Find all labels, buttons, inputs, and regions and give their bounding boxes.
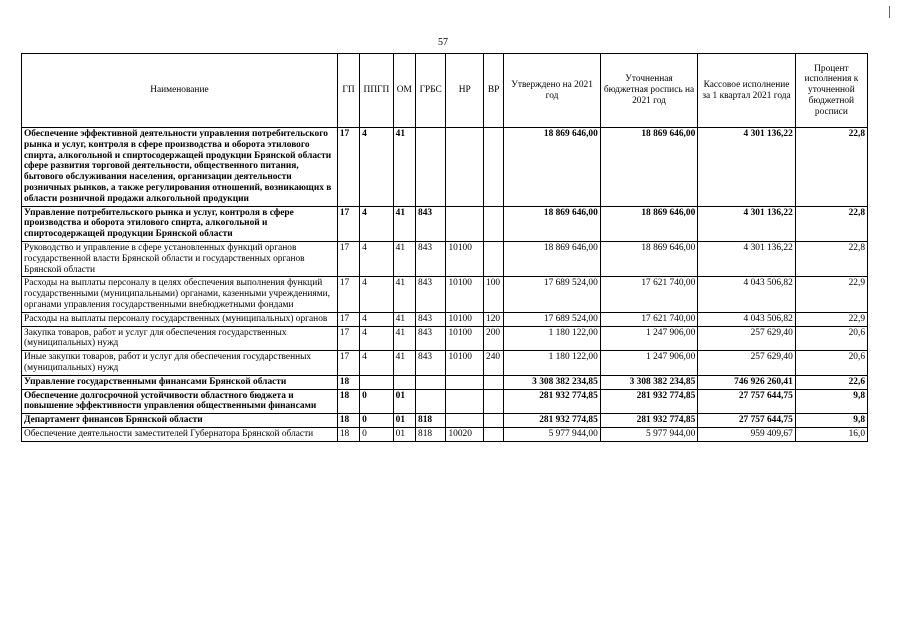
cell-np: 10100 [446,326,484,351]
cell-np: 10100 [446,241,484,276]
table-row [22,326,868,351]
cell-grbs: 818 [416,427,446,441]
cell-om [393,375,415,389]
cell-grbs: 843 [416,351,446,376]
cell-name: Иные закупки товаров, работ и услуг для обеспечения государственных (муниципальных) нужд [22,351,338,376]
cell-om: 41 [393,351,415,376]
cell-percent: 20,6 [795,326,867,351]
cell-grbs: 843 [416,312,446,326]
cell-grbs [416,389,446,414]
cell-cash: 257 629,40 [698,351,795,376]
cell-gp: 18 [337,414,359,428]
cell-om: 01 [393,427,415,441]
cell-percent: 9,8 [795,414,867,428]
cell-name: Департамент финансов Брянской области [22,414,338,428]
cell-grbs [416,375,446,389]
cell-refined: 3 308 382 234,85 [600,375,697,389]
cell-cash: 4 043 506,82 [698,312,795,326]
cell-vr [484,427,504,441]
cell-vr [484,389,504,414]
cell-vr: 240 [484,351,504,376]
table-row [22,206,868,241]
cell-percent: 22,8 [795,241,867,276]
header-gp: ГП [337,54,359,128]
cell-approved: 18 869 646,00 [504,241,600,276]
cell-grbs: 843 [416,326,446,351]
header-np: НР [446,54,484,128]
table-row [22,351,868,376]
cell-gp: 17 [337,128,359,207]
cell-approved: 5 977 944,00 [504,427,600,441]
cell-vr: 120 [484,312,504,326]
cell-name: Обеспечение деятельности заместителей Губернатора Брянской области [22,427,338,441]
cell-vr: 100 [484,277,504,312]
cell-om: 41 [393,128,415,207]
cell-grbs: 843 [416,206,446,241]
cell-name: Руководство и управление в сфере установленных функций органов государственной власти Брянской области и государственных органов Брянской области [22,241,338,276]
cell-om: 41 [393,326,415,351]
table-row [22,277,868,312]
cell-percent: 22,6 [795,375,867,389]
cell-ppgp: 0 [360,389,394,414]
cell-gp: 17 [337,206,359,241]
cell-om: 01 [393,389,415,414]
cell-np: 10100 [446,351,484,376]
cell-approved: 3 308 382 234,85 [504,375,600,389]
cell-om: 41 [393,277,415,312]
cell-grbs: 843 [416,277,446,312]
cell-np: 10020 [446,427,484,441]
budget-table [21,53,868,442]
cell-cash: 4 301 136,22 [698,241,795,276]
table-row [22,312,868,326]
cell-name: Обеспечение эффективной деятельности управления потребительского рынка и услуг, контроля в сфере производства и оборота этилового спирта, алкогольной и спиртосодержащей продукции Брянской области сфере развития торговой деятельности, общественного питания, бытового обслуживания населения, организации деятельности розничных рынков, а также регулирования отношений, возникающих в области розничной продажи алкогольной продукции [22,128,338,207]
cell-percent: 22,8 [795,128,867,207]
cell-approved: 18 869 646,00 [504,128,600,207]
cell-gp: 17 [337,326,359,351]
cell-name: Закупка товаров, работ и услуг для обеспечения государственных (муниципальных) нужд [22,326,338,351]
cell-cash: 27 757 644,75 [698,414,795,428]
header-cash: Кассовое исполнение за 1 квартал 2021 года [698,54,795,128]
cell-name: Управление потребительского рынка и услуг, контроля в сфере производства и оборота этилового спирта, алкогольной и спиртосодержащей продукции Брянской области [22,206,338,241]
table-row [22,389,868,414]
header-percent: Процент исполнения к уточненной бюджетной росписи [795,54,867,128]
cell-ppgp: 4 [360,128,394,207]
cell-name: Обеспечение долгосрочной устойчивости областного бюджета и повышение эффективности управления общественными финансами [22,389,338,414]
cell-om: 41 [393,241,415,276]
cell-refined: 281 932 774,85 [600,414,697,428]
cell-cash: 746 926 260,41 [698,375,795,389]
cell-approved: 1 180 122,00 [504,351,600,376]
cell-om: 01 [393,414,415,428]
cell-np [446,128,484,207]
cell-np: 10100 [446,312,484,326]
cell-cash: 959 409,67 [698,427,795,441]
table-row [22,241,868,276]
cell-refined: 18 869 646,00 [600,241,697,276]
header-approved: Утверждено на 2021 год [504,54,600,128]
cell-ppgp: 4 [360,312,394,326]
cell-percent: 9,8 [795,389,867,414]
header-name: Наименование [22,54,338,128]
cell-np [446,206,484,241]
cell-percent: 22,8 [795,206,867,241]
cell-refined: 1 247 906,00 [600,351,697,376]
cell-ppgp: 4 [360,351,394,376]
cell-gp: 17 [337,277,359,312]
page-edge-mark [889,6,890,18]
cell-ppgp: 4 [360,241,394,276]
cell-refined: 1 247 906,00 [600,326,697,351]
cell-ppgp [360,375,394,389]
cell-percent: 16,0 [795,427,867,441]
cell-name: Расходы на выплаты персоналу государственных (муниципальных) органов [22,312,338,326]
cell-refined: 5 977 944,00 [600,427,697,441]
cell-np [446,389,484,414]
cell-ppgp: 4 [360,326,394,351]
cell-refined: 18 869 646,00 [600,128,697,207]
cell-ppgp: 0 [360,414,394,428]
cell-vr [484,206,504,241]
cell-cash: 4 301 136,22 [698,128,795,207]
cell-grbs [416,128,446,207]
cell-np [446,375,484,389]
page-number: 57 [438,37,448,48]
cell-gp: 18 [337,427,359,441]
cell-gp: 18 [337,375,359,389]
header-vr: ВР [484,54,504,128]
cell-cash: 4 043 506,82 [698,277,795,312]
cell-approved: 1 180 122,00 [504,326,600,351]
header-refined: Уточненная бюджетная роспись на 2021 год [600,54,697,128]
cell-approved: 18 869 646,00 [504,206,600,241]
header-grbs: ГРБС [416,54,446,128]
cell-approved: 17 689 524,00 [504,312,600,326]
cell-om: 41 [393,206,415,241]
cell-percent: 22,9 [795,277,867,312]
cell-refined: 17 621 740,00 [600,312,697,326]
cell-np [446,414,484,428]
cell-refined: 281 932 774,85 [600,389,697,414]
cell-gp: 17 [337,312,359,326]
cell-vr [484,414,504,428]
cell-gp: 17 [337,351,359,376]
cell-percent: 22,9 [795,312,867,326]
cell-gp: 17 [337,241,359,276]
cell-name: Управление государственными финансами Брянской области [22,375,338,389]
header-ppgp: ППГП [360,54,394,128]
cell-name: Расходы на выплаты персоналу в целях обеспечения выполнения функций государственными (муниципальными) органами, казенными учреждениями, органами управления государственными внебюджетными фондами [22,277,338,312]
cell-vr [484,128,504,207]
cell-ppgp: 4 [360,277,394,312]
cell-ppgp: 0 [360,427,394,441]
cell-om: 41 [393,312,415,326]
table-row [22,414,868,428]
cell-gp: 18 [337,389,359,414]
table-row [22,128,868,207]
cell-cash: 257 629,40 [698,326,795,351]
cell-refined: 17 621 740,00 [600,277,697,312]
cell-approved: 17 689 524,00 [504,277,600,312]
table-row [22,375,868,389]
cell-refined: 18 869 646,00 [600,206,697,241]
cell-approved: 281 932 774,85 [504,414,600,428]
cell-cash: 27 757 644,75 [698,389,795,414]
cell-percent: 20,6 [795,351,867,376]
cell-vr [484,241,504,276]
cell-vr [484,375,504,389]
header-om: ОМ [393,54,415,128]
cell-np: 10100 [446,277,484,312]
cell-grbs: 818 [416,414,446,428]
cell-cash: 4 301 136,22 [698,206,795,241]
cell-approved: 281 932 774,85 [504,389,600,414]
header-row [22,54,868,128]
cell-grbs: 843 [416,241,446,276]
cell-ppgp: 4 [360,206,394,241]
cell-vr: 200 [484,326,504,351]
table-row [22,427,868,441]
